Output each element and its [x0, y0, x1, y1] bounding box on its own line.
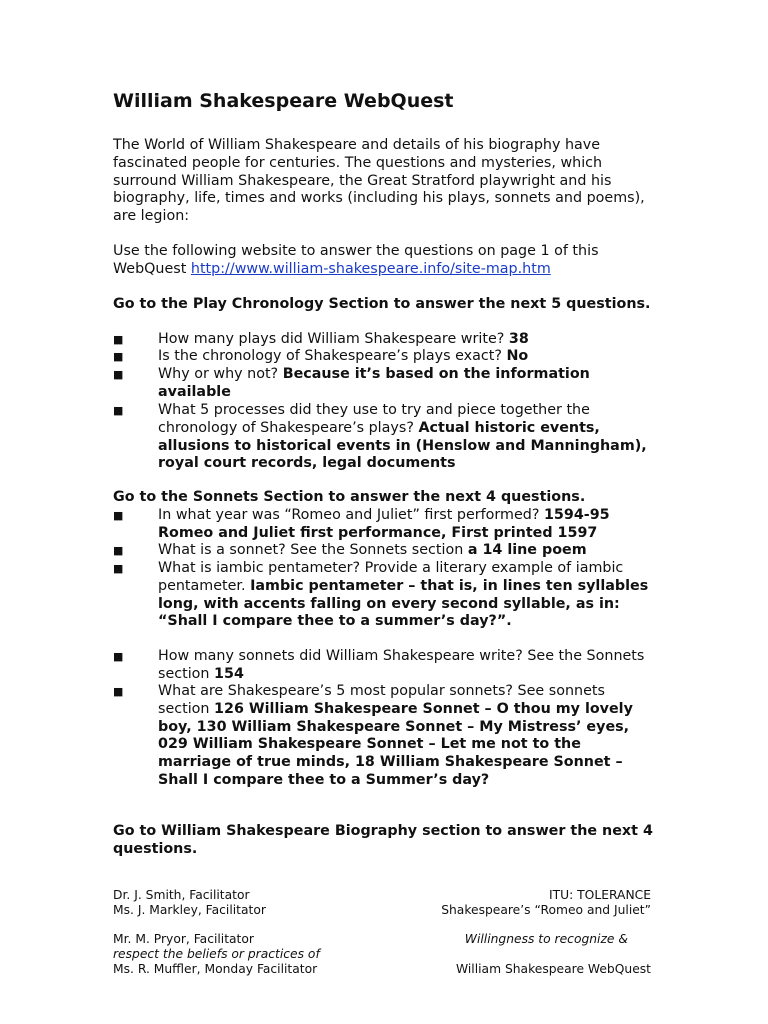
list-item: [113, 560, 656, 631]
question-text: Is the chronology of Shakespeare’s plays exact?: [158, 348, 507, 364]
intro-paragraph: The World of William Shakespeare and details of his biography have fascinated people for centuries. The questions and mysteries, which surround William Shakespeare, the Great Stratford playwright and his biography, life, times and works (including his plays, sonnets and poems), are legion:: [113, 137, 645, 225]
bullet-icon: ■: [113, 404, 124, 417]
site-map-link[interactable]: http://www.william-shakespeare.info/site-map.htm: [190, 260, 551, 277]
footer-right-line-2: Shakespeare’s “Romeo and Juliet”: [441, 903, 651, 917]
answer-text: 1594-95 Romeo and Juliet first performance, First printed 1597: [158, 507, 610, 541]
list-item: [113, 331, 656, 349]
answer-text: Actual historic events, allusions to historical events in (Henslow and Manningham), royal court records, legal documents: [158, 419, 647, 472]
question-text: How many sonnets did William Shakespeare write? See the Sonnets section: [158, 648, 645, 682]
footer-left-line-2: Ms. J. Markley, Facilitator: [113, 903, 266, 917]
footer-left-line-1: Dr. J. Smith, Facilitator: [113, 888, 250, 902]
question-text: What 5 processes did they use to try and piece together the chronology of Shakespeare’s plays?: [158, 402, 590, 436]
footer-right-line-1: ITU: TOLERANCE: [548, 888, 651, 902]
section-heading-play-chronology: Go to the Play Chronology Section to answer the next 5 questions.: [113, 296, 651, 312]
bullet-icon: ■: [113, 562, 124, 575]
footer-left-line-5: Ms. R. Muffler, Monday Facilitator: [113, 962, 318, 976]
answer-text: 38: [508, 331, 529, 347]
answer-text: 126 William Shakespeare Sonnet – O thou my lovely boy, 130 William Shakespeare Sonnet – My Mistress’ eyes, 029 William Shakespeare Sonnet – Let me not to the marriage of true minds, 18 William Shakespeare Sonnet – Shall I compare thee to a Summer’s day?: [158, 700, 633, 788]
list-item: [113, 683, 656, 790]
list-item: [113, 542, 656, 560]
answer-text: Iambic pentameter – that is, in lines ten syllables long, with accents falling on every second syllable, as in: “Shall I compare thee to a summer’s day?”.: [158, 577, 649, 630]
page-title: William Shakespeare WebQuest: [113, 90, 454, 112]
answer-text: No: [506, 348, 529, 364]
question-text: What are Shakespeare’s 5 most popular sonnets? See sonnets section: [158, 683, 605, 717]
list-item: [113, 348, 656, 366]
bullet-icon: ■: [113, 544, 124, 557]
bullet-icon: ■: [113, 333, 124, 346]
answer-text: a 14 line poem: [467, 542, 587, 558]
list-item: [113, 402, 656, 473]
question-text: How many plays did William Shakespeare write?: [158, 331, 509, 347]
bullet-icon: ■: [113, 650, 124, 663]
list-item: [113, 648, 656, 684]
answer-text: Because it’s based on the information available: [158, 366, 590, 400]
footer-right-line-5: William Shakespeare WebQuest: [455, 962, 651, 976]
footer-left-line-3: Mr. M. Pryor, Facilitator: [113, 932, 254, 946]
list-item: [113, 507, 656, 543]
bullet-icon: ■: [113, 685, 124, 698]
website-paragraph: [113, 243, 656, 279]
list-item: [113, 366, 656, 402]
website-instruction: Use the following website to answer the questions on page 1 of this WebQuest: [113, 243, 599, 277]
question-text: In what year was “Romeo and Juliet” first performed?: [158, 507, 544, 523]
footer-right-line-3: Willingness to recognize &: [464, 932, 628, 946]
answer-text: 154: [214, 665, 244, 682]
section-heading-biography: Go to William Shakespeare Biography section to answer the next 4 questions.: [113, 823, 653, 857]
footer-left-line-4: respect the beliefs or practices of: [113, 947, 320, 961]
bullet-icon: ■: [113, 509, 124, 522]
question-text: What is iambic pentameter? Provide a literary example of iambic pentameter.: [158, 560, 624, 594]
question-text: What is a sonnet? See the Sonnets section: [158, 542, 468, 558]
question-text: Why or why not?: [158, 366, 283, 382]
bullet-icon: ■: [113, 350, 124, 363]
section-heading-sonnets: Go to the Sonnets Section to answer the next 4 questions.: [113, 489, 586, 505]
bullet-icon: ■: [113, 368, 124, 381]
